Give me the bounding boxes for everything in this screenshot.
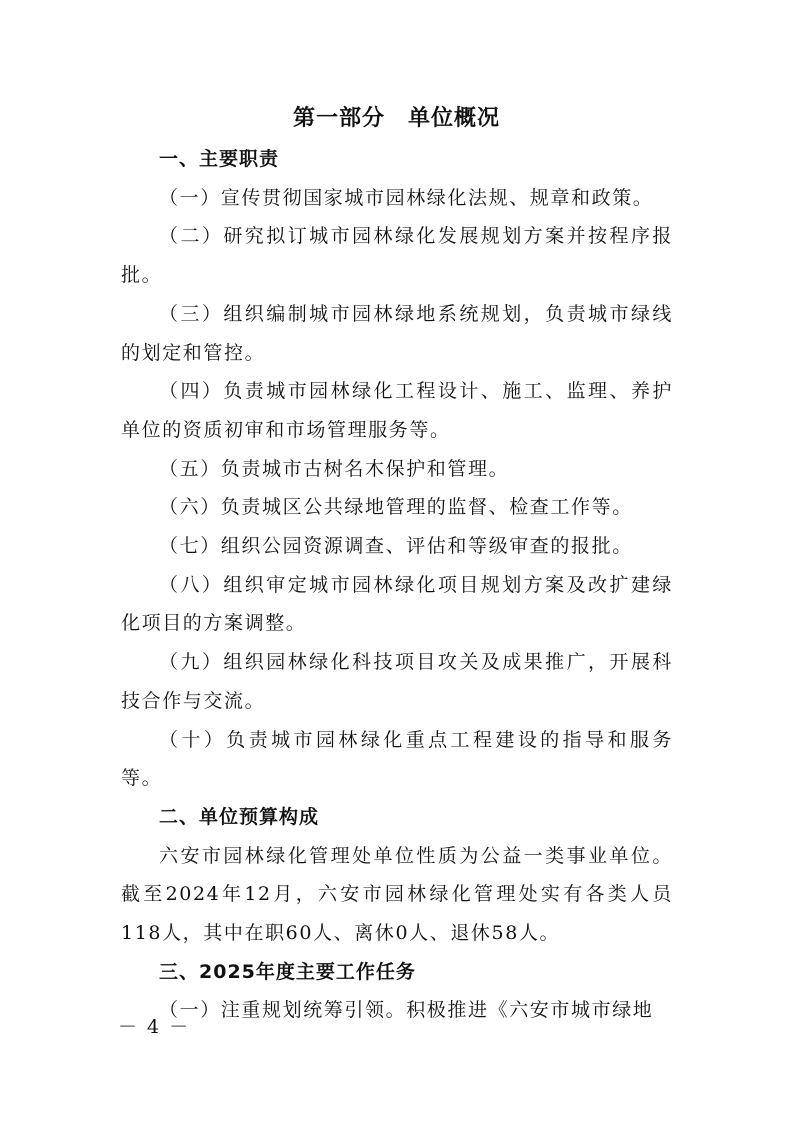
document-body xyxy=(121,140,673,1030)
paragraph-duty-8: （八）组织审定城市园林绿化项目规划方案及改扩建绿化项目的方案调整。 xyxy=(121,573,673,635)
paragraph-duty-9: （九）组织园林绿化科技项目攻关及成果推广，开展科技合作与交流。 xyxy=(121,651,673,712)
section-heading-tasks: 三、2025年度主要工作任务 xyxy=(159,960,416,983)
paragraph-task-1: （一）注重规划统筹引领。积极推进《六安市城市绿地 xyxy=(159,999,654,1022)
paragraph-duty-5: （五）负责城市古树名木保护和管理。 xyxy=(159,457,510,480)
page-title: 第一部分 单位概况 xyxy=(292,106,500,131)
paragraph-duty-6: （六）负责城区公共绿地管理的监督、检查工作等。 xyxy=(159,496,633,519)
paragraph-budget: 六安市园林绿化管理处单位性质为公益一类事业单位。截至2024年12月，六安市园林绿化管理处实有各类人员118人，其中在职60人、离休0人、退休58人。 xyxy=(121,844,673,945)
section-heading-budget: 二、单位预算构成 xyxy=(159,805,320,828)
paragraph-duty-7: （七）组织公园资源调查、评估和等级审查的报批。 xyxy=(159,535,633,558)
page-number: － 4 － xyxy=(118,1016,191,1038)
paragraph-duty-3: （三）组织编制城市园林绿地系统规划，负责城市绿线的划定和管控。 xyxy=(121,302,673,364)
paragraph-duty-1: （一）宣传贯彻国家城市园林绿化法规、规章和政策。 xyxy=(159,186,654,209)
paragraph-duty-4: （四）负责城市园林绿化工程设计、施工、监理、养护单位的资质初审和市场管理服务等。 xyxy=(121,380,673,441)
section-heading-duties: 一、主要职责 xyxy=(159,148,280,170)
paragraph-duty-10: （十）负责城市园林绿化重点工程建设的指导和服务等。 xyxy=(121,728,673,790)
paragraph-duty-2: （二）研究拟订城市园林绿化发展规划方案并按程序报批。 xyxy=(121,225,673,287)
